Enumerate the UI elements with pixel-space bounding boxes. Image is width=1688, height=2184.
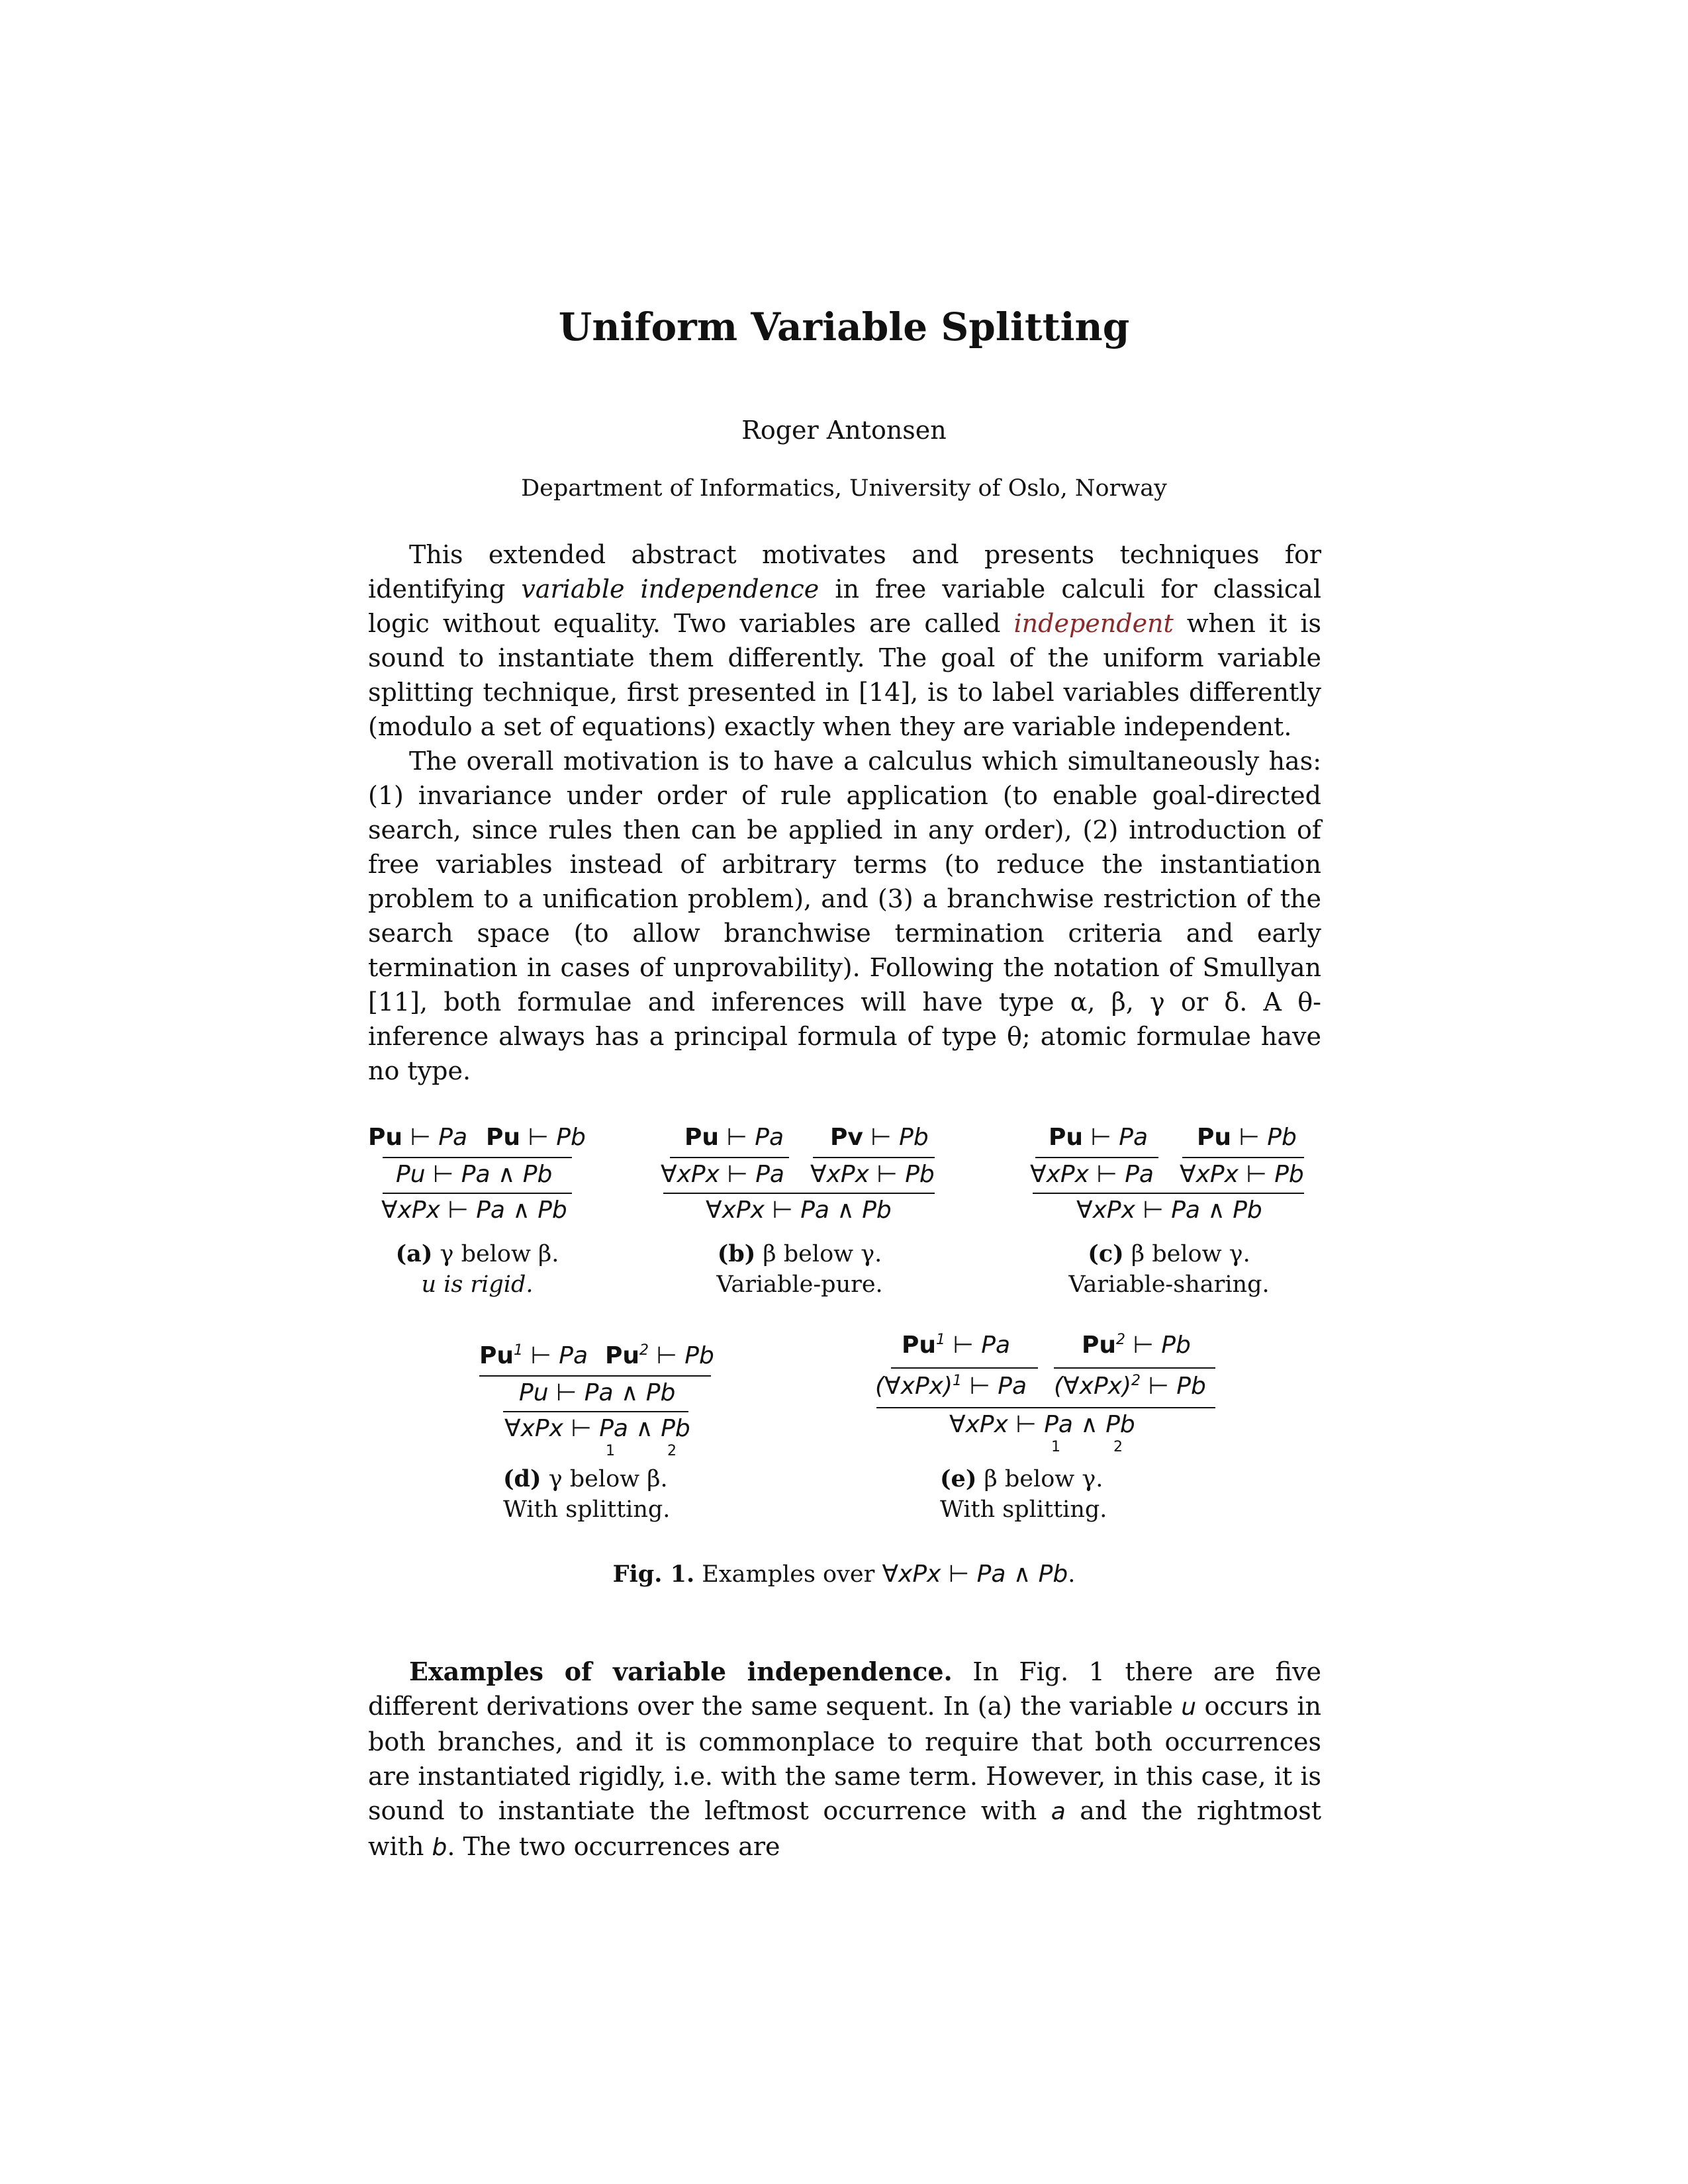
paper-title: Uniform Variable Splitting: [558, 304, 1130, 349]
section-examples: [368, 1655, 1321, 1865]
derivation-b: [661, 1124, 939, 1223]
caption-a: (a) γ below β. u is rigid.: [395, 1240, 559, 1298]
caption-e: (e) β below γ. With splitting.: [940, 1465, 1107, 1523]
text-run: This extended abstract motivates and presents techniques for identifying: [368, 540, 1321, 604]
premise-left: Pu ⊢ Pa: [368, 1124, 468, 1151]
premise-right: Pv ⊢ Pb: [830, 1124, 929, 1151]
sequent-mid-left: (∀xPx)$^1$ ⊢ Pa: [875, 1373, 1027, 1400]
section-paragraph: Examples of variable independence. In Fig. 1 there are five different derivations over the same sequent. In (a) the variable u occurs in both branches, and it is commonplace to require that both occurrences are instantiated rigidly, i.e. with the same term. However, in this case, it is sound to instantiate the leftmost occurrence with a and the rightmost with b. The two occurrences are: [368, 1657, 1321, 1861]
text-run: in free variable calculi for classical logic without equality. Two variables are called: [368, 574, 1321, 638]
figure-caption: Fig. 1. Examples over ∀xPx ⊢ Pa ∧ Pb.: [612, 1561, 1076, 1588]
caption-c: (c) β below γ. Variable-sharing.: [1068, 1240, 1270, 1298]
abstract-paragraph-2: The overall motivation is to have a calculus which simultaneously has: (1) invariance under order of rule application (to enable goal-directed search, since rules then can be applied in any order), (2) introduction of free variables instead of arbitrary terms (to reduce the instantiation problem to a unification problem), and (3) a branchwise restriction of the search space (to allow branchwise termination criteria and early termination in cases of unprovability). Following the notation of Smullyan [11], both formulae and inferences will have type α, β, γ or δ. A θ-inference always has a principal formula of type θ; atomic formulae have no type.: [368, 747, 1321, 1085]
inference-line-right: [1054, 1367, 1215, 1369]
inference-line: [663, 1193, 935, 1194]
premise-right: Pu ⊢ Pb: [1197, 1124, 1297, 1151]
sequent-mid: Pu ⊢ Pa ∧ Pb: [396, 1161, 553, 1188]
sequent-mid-right: (∀xPx)$^2$ ⊢ Pb: [1054, 1373, 1206, 1400]
premise-left: Pu ⊢ Pa: [684, 1124, 784, 1151]
sequent-mid-right: ∀xPx ⊢ Pb: [810, 1161, 935, 1188]
inference-line-left: [1035, 1157, 1158, 1158]
inference-line: [479, 1375, 711, 1377]
premise-left: Pu$^1$ ⊢ Pa: [902, 1332, 1011, 1359]
sequent-mid: Pu ⊢ Pa ∧ Pb: [519, 1379, 676, 1406]
split-label-1: 1: [1051, 1439, 1060, 1455]
derivation-c: [1030, 1124, 1308, 1223]
author: Roger Antonsen: [741, 416, 947, 445]
premise-right: Pu ⊢ Pb: [486, 1124, 586, 1151]
sequent-bottom: ∀xPx ⊢ Pa ∧ Pb: [706, 1197, 892, 1224]
premise-left: Pu ⊢ Pa: [1049, 1124, 1149, 1151]
sequent-mid-left: ∀xPx ⊢ Pa: [1030, 1161, 1154, 1188]
inference-line: [503, 1411, 688, 1412]
caption-b: (b) β below γ. Variable-pure.: [716, 1240, 883, 1298]
text-run: when it is sound to instantiate them differently. The goal of the uniform variable splitting technique, first presented in [14], is to label variables differently (modulo a set of equations) exactly when they are variable independent.: [368, 609, 1321, 741]
sequent-mid-left: ∀xPx ⊢ Pa: [661, 1161, 784, 1188]
derivation-e: [875, 1332, 1219, 1464]
premise-left: Pu$^1$ ⊢ Pa: [479, 1342, 588, 1369]
abstract: [368, 537, 1321, 1088]
sequent-bottom: ∀xPx ⊢ Pa ∧ Pb: [381, 1197, 567, 1224]
derivation-a: [368, 1124, 586, 1223]
derivation-d: [479, 1342, 718, 1468]
sequent-bottom: ∀xPx ⊢ Pa ∧ Pb: [504, 1415, 690, 1442]
inference-line-right: [813, 1157, 935, 1158]
inference-line: [383, 1157, 572, 1158]
abstract-paragraph-1: [368, 537, 1321, 744]
split-label-1: 1: [606, 1443, 615, 1459]
link-independent[interactable]: independent: [1013, 609, 1174, 638]
sequent-mid-right: ∀xPx ⊢ Pb: [1180, 1161, 1304, 1188]
premise-right: Pu$^2$ ⊢ Pb: [1082, 1332, 1191, 1359]
term-variable-independence: variable independence: [521, 574, 820, 604]
inference-line: [383, 1193, 572, 1194]
inference-line-right: [1182, 1157, 1304, 1158]
runin-heading: Examples of variable independence.: [409, 1657, 953, 1686]
inference-line: [876, 1407, 1215, 1408]
sequent-bottom: ∀xPx ⊢ Pa ∧ Pb: [1076, 1197, 1262, 1224]
affiliation: Department of Informatics, University of Oslo, Norway: [521, 475, 1167, 502]
premise-right: Pu$^2$ ⊢ Pb: [605, 1342, 714, 1369]
caption-d: (d) γ below β. With splitting.: [503, 1465, 671, 1523]
inference-line: [1033, 1193, 1304, 1194]
sequent-bottom: ∀xPx ⊢ Pa ∧ Pb: [949, 1411, 1135, 1438]
inference-line-left: [891, 1367, 1038, 1369]
inference-line-left: [670, 1157, 789, 1158]
split-label-2: 2: [1113, 1439, 1123, 1455]
split-label-2: 2: [667, 1443, 677, 1459]
